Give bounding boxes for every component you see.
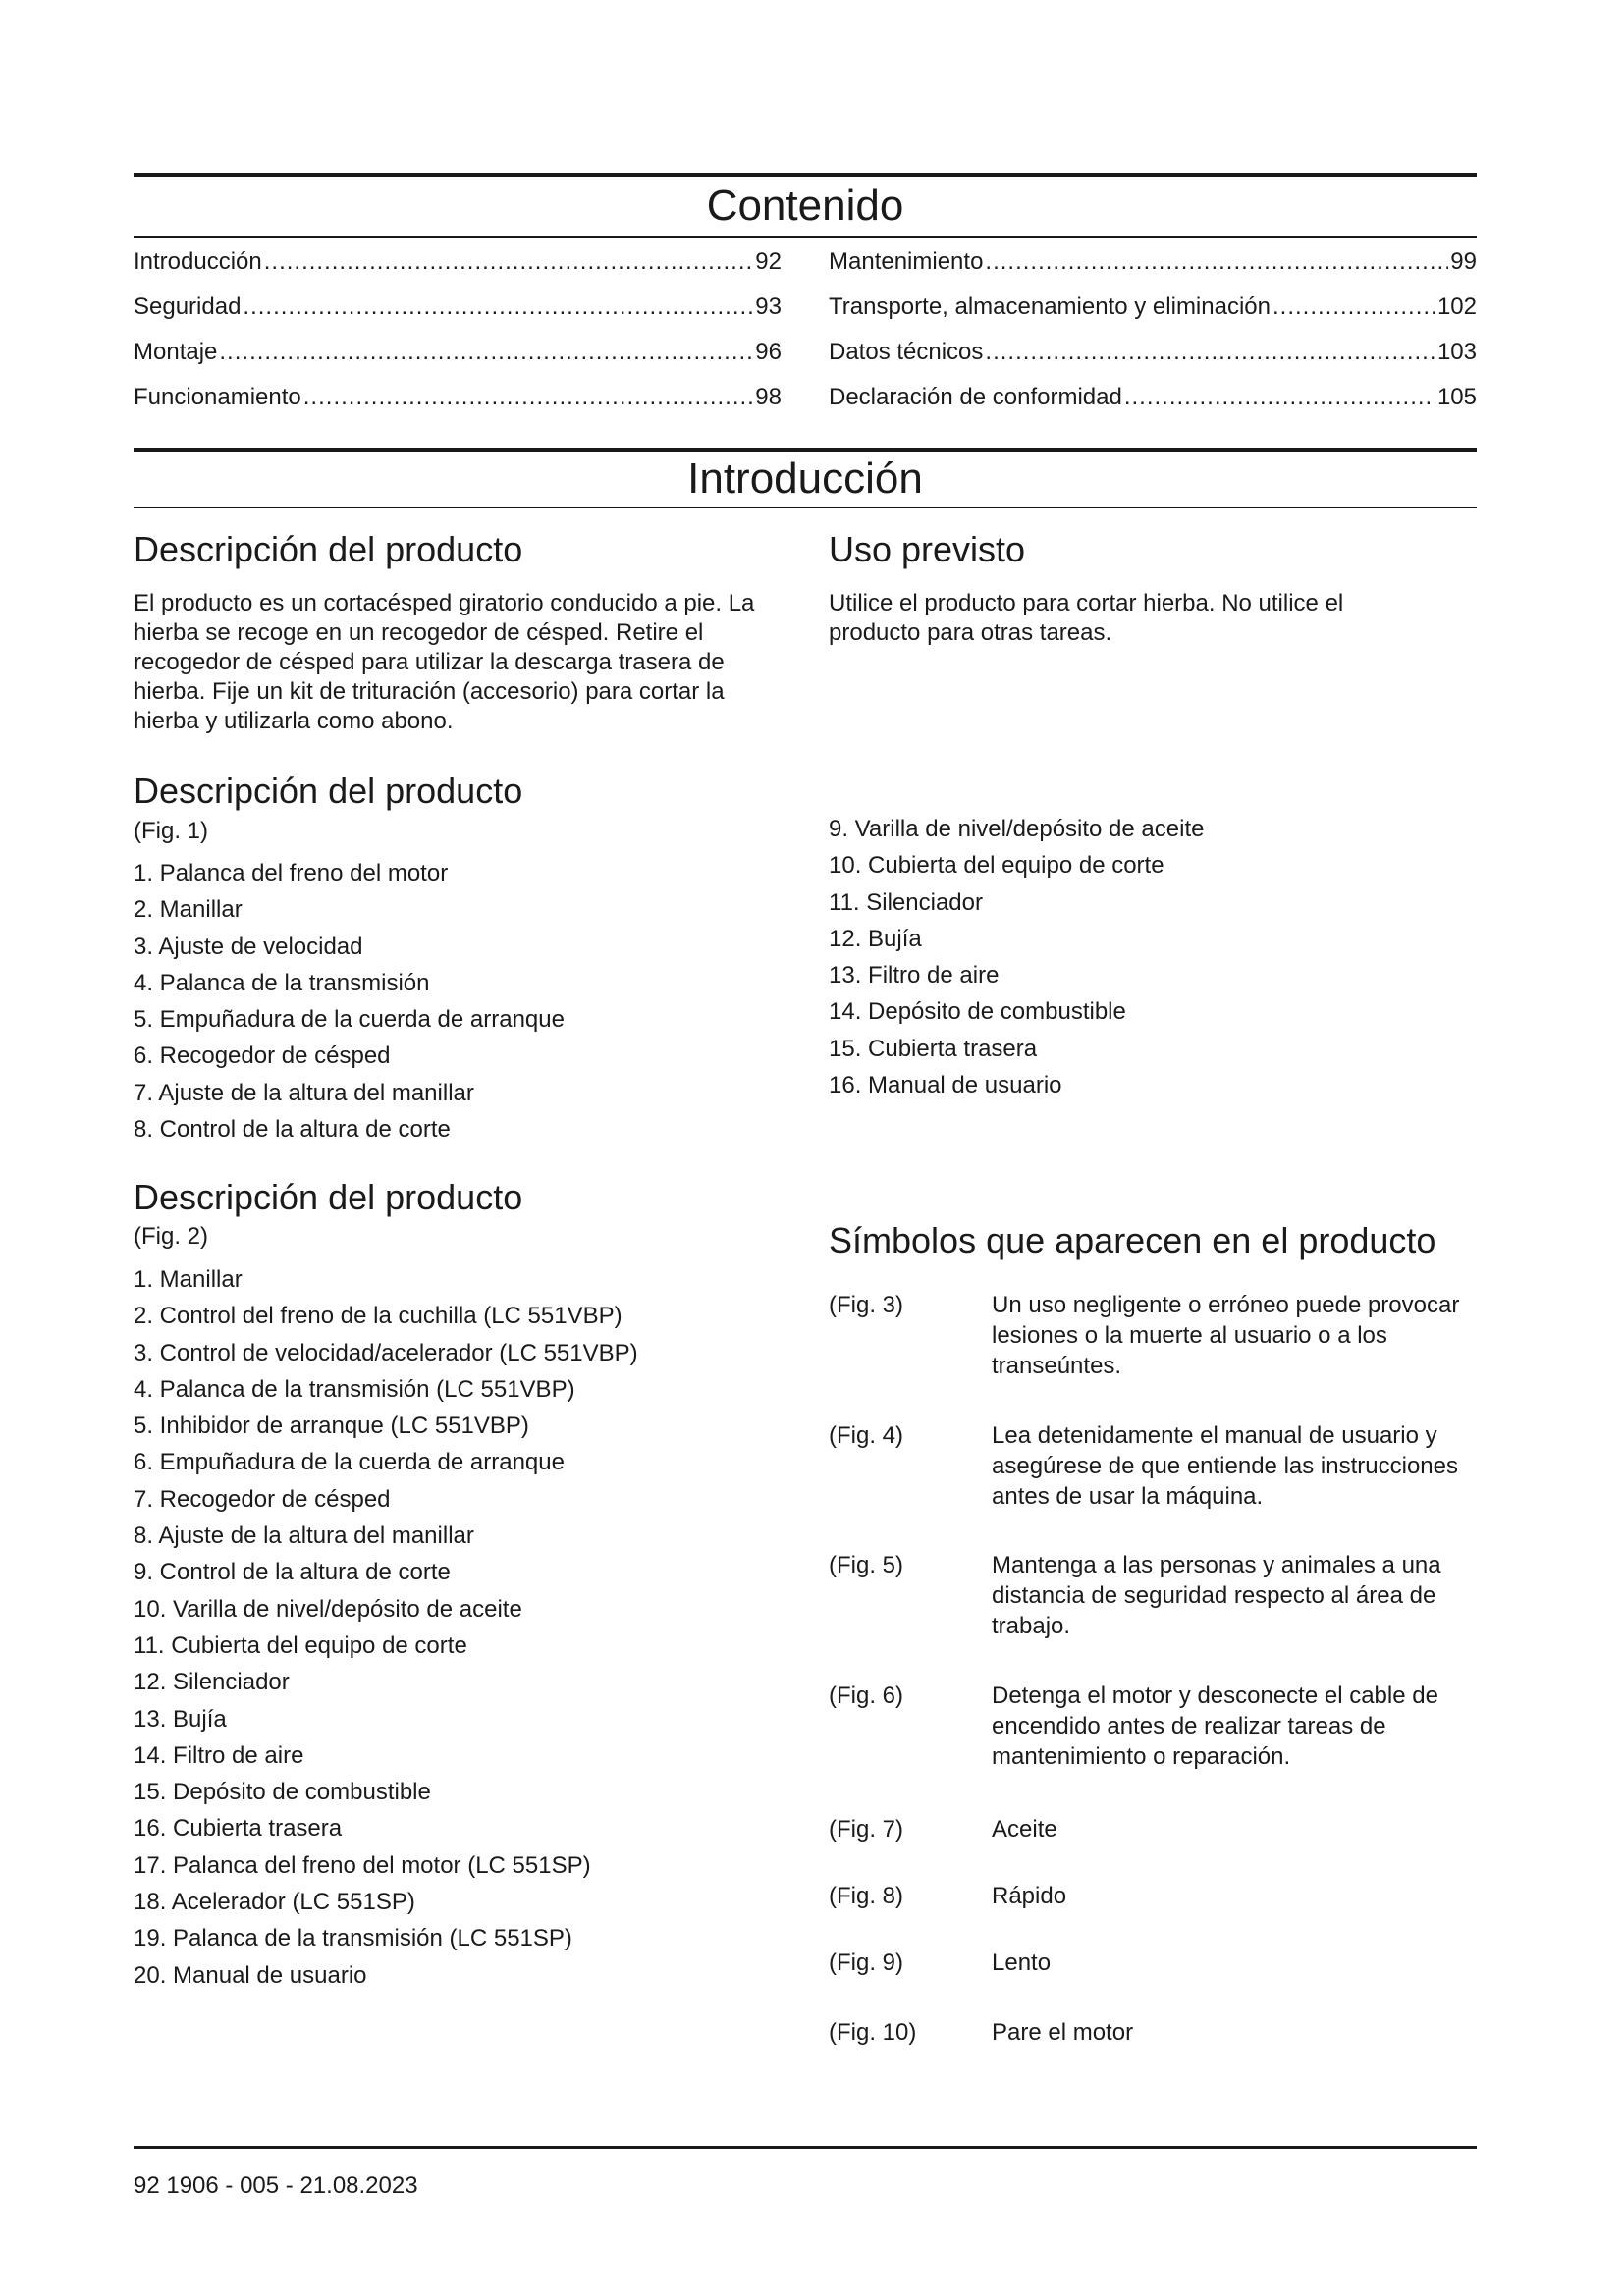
intro-title: Introducción <box>687 454 923 503</box>
toc-label: Transporte, almacenamiento y eliminación <box>829 294 1271 320</box>
symbol-description: Aceite <box>992 1816 1057 1842</box>
list-item: 4. Palanca de la transmisión <box>134 969 430 996</box>
intro-top-rule <box>134 448 1477 452</box>
toc-entry[interactable] <box>829 247 1477 293</box>
product-description-fig1-heading: Descripción del producto <box>134 771 523 811</box>
list-item: 18. Acelerador (LC 551SP) <box>134 1889 415 1916</box>
toc-label: Introducción <box>134 248 262 275</box>
list-item: 12. Bujía <box>829 925 922 952</box>
toc-label: Montaje <box>134 339 218 365</box>
toc-page-number: 93 <box>755 294 782 320</box>
list-item: 17. Palanca del freno del motor (LC 551SP) <box>134 1851 591 1879</box>
symbol-fig-reference: (Fig. 4) <box>829 1422 904 1449</box>
intro-bottom-rule <box>134 507 1477 508</box>
toc-page-number: 102 <box>1436 294 1477 320</box>
fig1-parts-list-right <box>829 815 1204 1107</box>
symbol-description: Rápido <box>992 1883 1067 1909</box>
fig1-reference: (Fig. 1) <box>134 818 209 844</box>
symbol-description: Lea detenidamente el manual de usuario y asegúrese de que entiende las instrucciones antes de usar la máquina. <box>992 1422 1458 1510</box>
manual-page <box>134 0 1477 2296</box>
toc-entry[interactable] <box>134 247 782 293</box>
list-item: 10. Cubierta del equipo de corte <box>829 852 1164 880</box>
product-description-text: El producto es un cortacésped giratorio conducido a pie. La hierba se recoge en un recogedor de césped. Retire el recogedor de césped para utilizar la descarga trasera de hierba. Fije un kit de trituración (accesorio) para cortar la hierba y utilizarla como abono. <box>134 590 755 734</box>
list-item: 1. Palanca del freno del motor <box>134 860 449 886</box>
toc-label: Datos técnicos <box>829 339 984 365</box>
toc-leader <box>985 338 1435 367</box>
toc-page-number: 103 <box>1436 339 1477 365</box>
list-item: 16. Manual de usuario <box>829 1072 1062 1099</box>
list-item: 9. Varilla de nivel/depósito de aceite <box>829 816 1205 842</box>
list-item: 6. Empuñadura de la cuerda de arranque <box>134 1449 565 1476</box>
toc-entry[interactable] <box>134 383 782 428</box>
symbol-fig-reference: (Fig. 8) <box>829 1883 904 1909</box>
list-item: 1. Manillar <box>134 1266 243 1293</box>
footer-rule <box>134 2146 1477 2149</box>
symbol-fig-reference: (Fig. 10) <box>829 2019 917 2046</box>
fig2-reference: (Fig. 2) <box>134 1223 209 1250</box>
list-item: 19. Palanca de la transmisión (LC 551SP) <box>134 1925 572 1952</box>
symbol-fig-reference: (Fig. 5) <box>829 1552 904 1578</box>
toc-entry[interactable] <box>829 338 1477 383</box>
toc-right-column <box>829 247 1477 428</box>
fig2-parts-list <box>134 1265 638 1998</box>
list-item: 14. Depósito de combustible <box>829 998 1126 1026</box>
toc-entry[interactable] <box>829 293 1477 338</box>
contents-title: Contenido <box>706 182 904 230</box>
toc-page-number: 99 <box>1450 248 1477 275</box>
list-item: 3. Control de velocidad/acelerador (LC 551VBP) <box>134 1339 638 1366</box>
symbols-heading: Símbolos que aparecen en el producto <box>829 1220 1436 1260</box>
list-item: 2. Control del freno de la cuchilla (LC 551VBP) <box>134 1303 623 1330</box>
symbol-description: Pare el motor <box>992 2019 1134 2046</box>
symbol-fig-reference: (Fig. 9) <box>829 1949 904 1976</box>
list-item: 7. Recogedor de césped <box>134 1485 391 1513</box>
list-item: 8. Ajuste de la altura del manillar <box>134 1522 474 1550</box>
toc-left-column <box>134 247 782 428</box>
intended-use-text: Utilice el producto para cortar hierba. No utilice el producto para otras tareas. <box>829 590 1344 646</box>
toc-leader <box>985 247 1448 277</box>
list-item: 5. Inhibidor de arranque (LC 551VBP) <box>134 1413 529 1440</box>
toc-leader <box>243 293 753 322</box>
toc-page-number: 92 <box>755 248 782 275</box>
symbol-description: Un uso negligente o erróneo puede provocar lesiones o la muerte al usuario o a los transeúntes. <box>992 1292 1460 1379</box>
list-item: 12. Silenciador <box>134 1669 290 1696</box>
toc-label: Seguridad <box>134 294 242 320</box>
toc-entry[interactable] <box>829 383 1477 428</box>
symbol-fig-reference: (Fig. 3) <box>829 1292 904 1318</box>
list-item: 4. Palanca de la transmisión (LC 551VBP) <box>134 1375 575 1403</box>
contents-top-rule <box>134 173 1477 177</box>
list-item: 3. Ajuste de velocidad <box>134 933 363 960</box>
toc-entry[interactable] <box>134 338 782 383</box>
list-item: 20. Manual de usuario <box>134 1961 367 1989</box>
symbol-fig-reference: (Fig. 7) <box>829 1816 904 1842</box>
list-item: 13. Bujía <box>134 1705 227 1733</box>
toc-label: Mantenimiento <box>829 248 984 275</box>
toc-page-number: 96 <box>755 339 782 365</box>
toc-page-number: 98 <box>755 384 782 410</box>
toc-leader <box>303 383 754 412</box>
list-item: 11. Silenciador <box>829 888 983 916</box>
toc-page-number: 105 <box>1436 384 1477 410</box>
toc-leader <box>264 247 754 277</box>
toc-leader <box>219 338 753 367</box>
intended-use-heading: Uso previsto <box>829 529 1026 569</box>
list-item: 15. Depósito de combustible <box>134 1779 431 1806</box>
product-description-heading: Descripción del producto <box>134 529 523 569</box>
contents-bottom-rule <box>134 236 1477 238</box>
fig1-parts-list-left <box>134 859 565 1151</box>
symbol-description: Mantenga a las personas y animales a una distancia de seguridad respecto al área de trabajo. <box>992 1552 1441 1639</box>
list-item: 8. Control de la altura de corte <box>134 1116 451 1144</box>
list-item: 9. Control de la altura de corte <box>134 1559 451 1586</box>
toc-label: Declaración de conformidad <box>829 384 1122 410</box>
list-item: 7. Ajuste de la altura del manillar <box>134 1079 474 1106</box>
list-item: 10. Varilla de nivel/depósito de aceite <box>134 1595 522 1623</box>
list-item: 16. Cubierta trasera <box>134 1815 343 1842</box>
symbol-description: Lento <box>992 1949 1052 1976</box>
list-item: 5. Empuñadura de la cuerda de arranque <box>134 1006 565 1034</box>
toc-leader <box>1272 293 1435 322</box>
toc-label: Funcionamiento <box>134 384 301 410</box>
list-item: 2. Manillar <box>134 896 243 924</box>
list-item: 13. Filtro de aire <box>829 962 1000 989</box>
toc-leader <box>1124 383 1435 412</box>
list-item: 11. Cubierta del equipo de corte <box>134 1631 467 1659</box>
list-item: 14. Filtro de aire <box>134 1741 304 1769</box>
symbol-fig-reference: (Fig. 6) <box>829 1682 904 1709</box>
product-description-fig2-heading: Descripción del producto <box>134 1177 523 1217</box>
list-item: 6. Recogedor de césped <box>134 1042 391 1070</box>
document-id: 92 1906 - 005 - 21.08.2023 <box>134 2172 418 2199</box>
list-item: 15. Cubierta trasera <box>829 1035 1038 1062</box>
symbol-description: Detenga el motor y desconecte el cable de encendido antes de realizar tareas de mantenimiento o reparación. <box>992 1682 1438 1770</box>
toc-entry[interactable] <box>134 293 782 338</box>
